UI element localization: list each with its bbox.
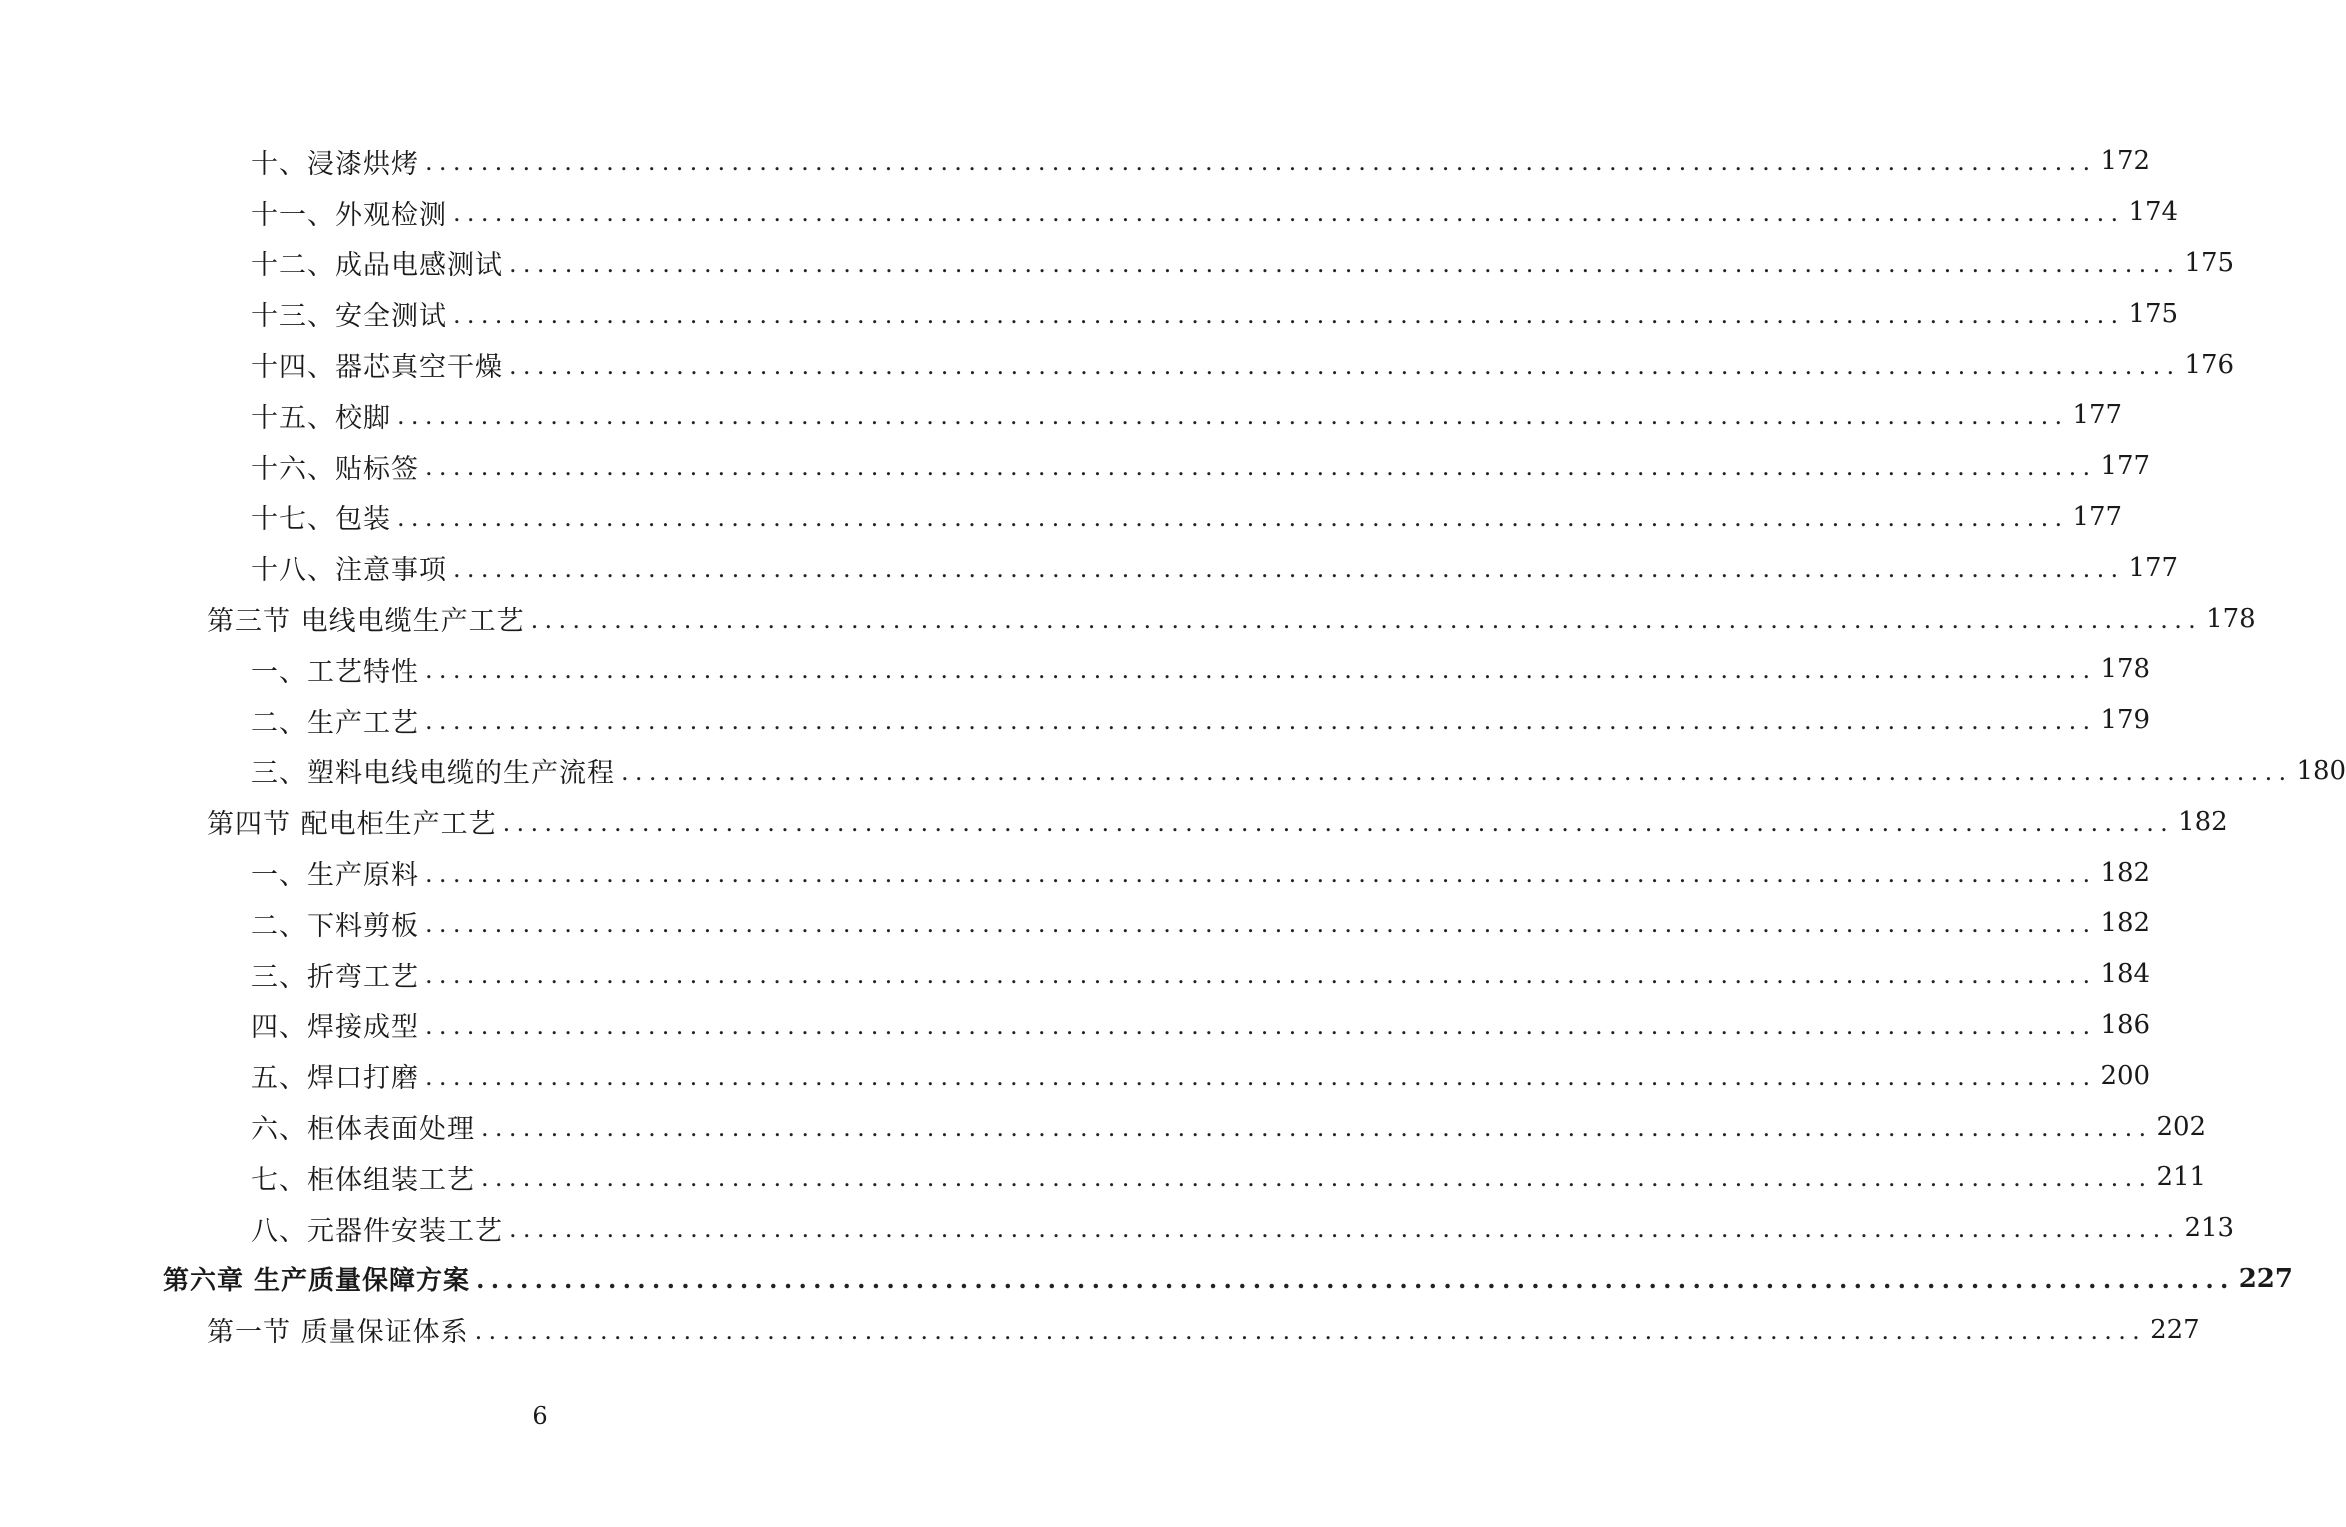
toc-entry-page: 176 xyxy=(2184,349,2235,380)
toc-entry[interactable] xyxy=(0,339,2235,390)
toc-entry-title: 四、焊接成型 xyxy=(251,1012,419,1044)
toc-entry-page: 213 xyxy=(2184,1213,2235,1244)
toc-entry[interactable] xyxy=(0,1304,2200,1355)
toc-entry-page: 182 xyxy=(2100,857,2151,888)
page-number: 6 xyxy=(532,1402,548,1430)
toc-dot-leader: ........................................................................................................................ xyxy=(476,1264,2235,1294)
toc-dot-leader: ........................................................................................................................ xyxy=(425,707,2097,736)
toc-dot-leader: ........................................................................................................................ xyxy=(481,1113,2153,1142)
toc-entry-title: 十五、校脚 xyxy=(251,402,391,434)
toc-entry[interactable] xyxy=(0,1254,2293,1305)
toc-entry-page: 178 xyxy=(2206,603,2256,634)
toc-dot-leader: ........................................................................................................................ xyxy=(509,1215,2181,1244)
toc-entry-title: 五、焊口打磨 xyxy=(251,1063,419,1095)
toc-entry-page: 211 xyxy=(2156,1162,2207,1193)
toc-entry[interactable] xyxy=(0,796,2228,847)
toc-dot-leader: ........................................................................................................................ xyxy=(453,199,2125,228)
toc-entry-title: 一、生产原料 xyxy=(251,860,419,892)
toc-entry[interactable] xyxy=(0,288,2179,339)
toc-entry-title: 十二、成品电感测试 xyxy=(251,250,503,282)
toc-entry-title: 十八、注意事项 xyxy=(251,555,447,587)
toc-dot-leader: ........................................................................................................................ xyxy=(425,148,2097,177)
toc-dot-leader: ........................................................................................................................ xyxy=(425,859,2097,888)
toc-entry-page: 180 xyxy=(2296,755,2346,786)
toc-entry-page: 177 xyxy=(2128,552,2179,583)
toc-entry-page: 178 xyxy=(2100,654,2151,685)
toc-entry[interactable] xyxy=(0,1101,2207,1152)
toc-entry[interactable] xyxy=(0,644,2151,695)
toc-entry[interactable] xyxy=(0,1000,2151,1051)
toc-entry[interactable] xyxy=(0,847,2151,898)
toc-dot-leader: ........................................................................................................................ xyxy=(621,757,2293,786)
toc-dot-leader: ........................................................................................................................ xyxy=(453,554,2125,583)
toc-dot-leader: ........................................................................................................................ xyxy=(397,402,2069,431)
toc-entry-title: 十七、包装 xyxy=(251,504,391,536)
toc-entry-page: 172 xyxy=(2100,146,2151,177)
toc-dot-leader: ........................................................................................................................ xyxy=(425,656,2097,685)
toc-entry-page: 177 xyxy=(2072,400,2123,431)
toc-entry-page: 227 xyxy=(2238,1263,2293,1294)
toc-entry-title: 七、柜体组装工艺 xyxy=(251,1164,475,1196)
toc-dot-leader: ........................................................................................................................ xyxy=(425,1062,2097,1091)
toc-entry-title: 第四节 配电柜生产工艺 xyxy=(207,809,497,841)
toc-entry-title: 三、折弯工艺 xyxy=(251,961,419,993)
toc-entry-page: 174 xyxy=(2128,197,2179,228)
toc-dot-leader: ........................................................................................................................ xyxy=(425,1011,2097,1040)
toc-entry-page: 227 xyxy=(2150,1314,2200,1345)
toc-entry-title: 三、塑料电线电缆的生产流程 xyxy=(251,758,615,790)
toc-entry-title: 二、生产工艺 xyxy=(251,707,419,739)
toc-entry-title: 十三、安全测试 xyxy=(251,301,447,333)
toc-entry-title: 十四、器芯真空干燥 xyxy=(251,352,503,384)
toc-entry-page: 186 xyxy=(2100,1009,2151,1040)
toc-entry-page: 182 xyxy=(2100,908,2151,939)
toc-entry[interactable] xyxy=(0,1203,2235,1254)
toc-entry[interactable] xyxy=(0,746,2346,797)
toc-entry[interactable] xyxy=(0,441,2151,492)
toc-entry-page: 177 xyxy=(2072,501,2123,532)
toc-entry-title: 第六章 生产质量保障方案 xyxy=(163,1266,471,1297)
toc-entry-title: 十六、贴标签 xyxy=(251,453,419,485)
toc-entry-page: 177 xyxy=(2100,451,2151,482)
toc-entry-title: 一、工艺特性 xyxy=(251,656,419,688)
toc-entry-page: 179 xyxy=(2100,705,2151,736)
toc-entry-page: 200 xyxy=(2100,1060,2151,1091)
toc-entry[interactable] xyxy=(0,542,2179,593)
table-of-contents xyxy=(0,136,2346,1355)
toc-entry[interactable] xyxy=(0,949,2151,1000)
toc-entry[interactable] xyxy=(0,390,2123,441)
toc-dot-leader: ........................................................................................................................ xyxy=(425,453,2097,482)
toc-entry[interactable] xyxy=(0,898,2151,949)
toc-entry-title: 八、元器件安装工艺 xyxy=(251,1215,503,1247)
toc-entry[interactable] xyxy=(0,1152,2207,1203)
toc-entry[interactable] xyxy=(0,593,2256,644)
toc-entry-title: 十、浸漆烘烤 xyxy=(251,148,419,180)
toc-entry-page: 175 xyxy=(2128,298,2179,329)
toc-entry[interactable] xyxy=(0,1050,2151,1101)
toc-entry[interactable] xyxy=(0,695,2151,746)
toc-dot-leader: ........................................................................................................................ xyxy=(530,605,2203,634)
toc-dot-leader: ........................................................................................................................ xyxy=(425,961,2097,990)
toc-entry-title: 二、下料剪板 xyxy=(251,910,419,942)
toc-entry-page: 182 xyxy=(2178,806,2228,837)
toc-dot-leader: ........................................................................................................................ xyxy=(397,503,2069,532)
toc-dot-leader: ........................................................................................................................ xyxy=(509,249,2181,278)
toc-entry-page: 202 xyxy=(2156,1111,2207,1142)
toc-dot-leader: ........................................................................................................................ xyxy=(453,300,2125,329)
toc-entry-title: 第一节 质量保证体系 xyxy=(207,1317,469,1349)
toc-dot-leader: ........................................................................................................................ xyxy=(425,910,2097,939)
toc-dot-leader: ........................................................................................................................ xyxy=(474,1316,2147,1345)
toc-dot-leader: ........................................................................................................................ xyxy=(502,808,2175,837)
toc-entry-title: 十一、外观检测 xyxy=(251,199,447,231)
toc-entry[interactable] xyxy=(0,136,2151,187)
toc-entry[interactable] xyxy=(0,238,2235,289)
toc-entry-page: 175 xyxy=(2184,247,2235,278)
toc-entry-title: 六、柜体表面处理 xyxy=(251,1114,475,1146)
toc-dot-leader: ........................................................................................................................ xyxy=(481,1164,2153,1193)
toc-entry-title: 第三节 电线电缆生产工艺 xyxy=(207,606,525,638)
toc-dot-leader: ........................................................................................................................ xyxy=(509,351,2181,380)
toc-entry-page: 184 xyxy=(2100,959,2151,990)
toc-entry[interactable] xyxy=(0,492,2123,543)
toc-entry[interactable] xyxy=(0,187,2179,238)
